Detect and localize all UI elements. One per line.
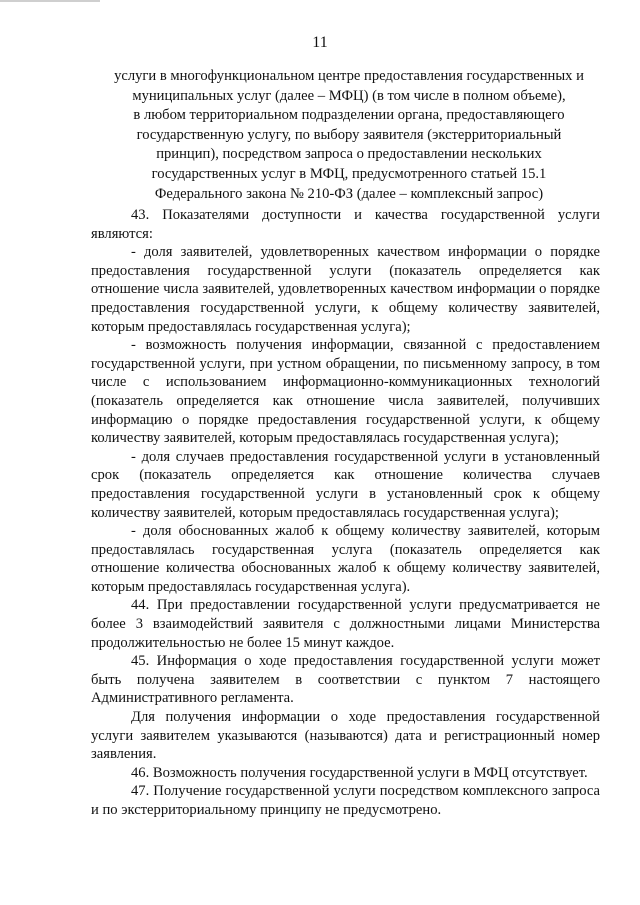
heading-line: в любом территориальном подразделении органа, предоставляющего xyxy=(133,107,565,124)
bullet-complaints: - доля обоснованных жалоб к общему количеству заявителей, которым предоставлялась государственная услуга (показатель определяется как отношение количества обоснованных жалоб к общему количеству заявителей, которым предоставлялась государственная услуга). xyxy=(91,523,600,595)
section-heading xyxy=(96,67,602,204)
heading-line: муниципальных услуг (далее – МФЦ) (в том числе в полном объеме), xyxy=(132,87,566,104)
bullet-on-time: - доля случаев предоставления государственной услуги в установленный срок (показатель определяется как отношение количества случаев предоставления государственной услуги в установленный срок к общему количеству заявителей, которым предоставлялась государственная услуга); xyxy=(91,448,600,521)
heading-line: государственную услугу, по выбору заявителя (экстерриториальный xyxy=(136,126,562,143)
bullet-info-quality: - доля заявителей, удовлетворенных качеством информации о порядке предоставления государственной услуги (показатель определяется как отношение числа заявителей, удовлетворенных качеством информации о порядке предоставления государственной услуги, к общему количеству заявителей, которым предоставлялась государственная услуга); xyxy=(91,244,600,335)
scan-edge-mark xyxy=(0,0,100,2)
document-body xyxy=(91,206,600,820)
paragraph-45: 45. Информация о ходе предоставления государственной услуги может быть получена заявителем в соответствии с пунктом 7 настоящего Административного регламента. xyxy=(91,653,600,707)
heading-line: услуги в многофункциональном центре предоставления государственных и xyxy=(114,68,584,84)
page-number: 11 xyxy=(312,34,328,51)
paragraph-45-note: Для получения информации о ходе предоставления государственной услуги заявителем указываются (называются) дата и регистрационный номер заявления. xyxy=(91,709,600,763)
paragraph-43: 43. Показателями доступности и качества государственной услуги являются: xyxy=(91,207,600,242)
paragraph-47: 47. Получение государственной услуги посредством комплексного запроса и по экстерриториальному принципу не предусмотрено. xyxy=(91,783,600,818)
heading-line: государственных услуг в МФЦ, предусмотренного статьей 15.1 xyxy=(151,165,547,182)
bullet-info-access: - возможность получения информации, связанной с предоставлением государственной услуги, при устном обращении, по письменному запросу, в том числе с использованием информационно-коммуникационных технологий (показатель определяется как отношение числа заявителей, получивших информацию о порядке предоставления государственной услуги, к общему количеству заявителей, которым предоставлялась государственная услуга); xyxy=(91,337,600,447)
heading-line: Федерального закона № 210-ФЗ (далее – комплексный запрос) xyxy=(154,185,544,202)
paragraph-44: 44. При предоставлении государственной услуги предусматривается не более 3 взаимодействий заявителя с должностными лицами Министерства продолжительностью не более 15 минут каждое. xyxy=(91,597,600,651)
heading-line: принцип), посредством запроса о предоставлении нескольких xyxy=(156,146,542,163)
paragraph-46: 46. Возможность получения государственной услуги в МФЦ отсутствует. xyxy=(131,764,588,781)
